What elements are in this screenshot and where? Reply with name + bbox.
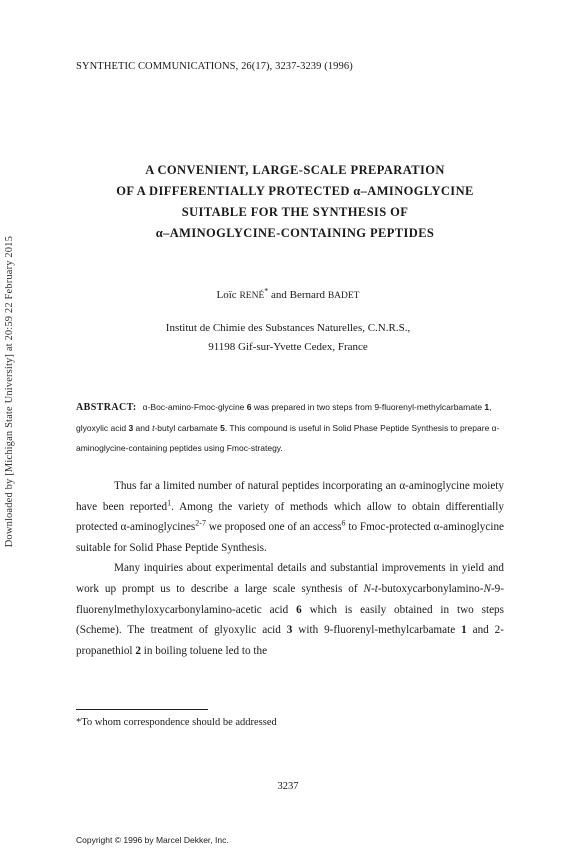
paragraph-text: which is easily obtained in two steps (Scheme). The treatment of glyoxylic acid <box>76 603 505 637</box>
compound-ref: 1 <box>484 402 490 412</box>
paragraph-text: butoxycarbonylamino- <box>381 582 484 595</box>
body-text <box>76 476 504 661</box>
abstract-italic: t <box>152 423 155 433</box>
compound-ref: 3 <box>286 624 293 637</box>
affiliation-line-2: 91198 Gif-sur-Yvette Cedex, France <box>208 341 368 353</box>
page-number: 3237 <box>277 781 299 792</box>
author-2-last-name: BADET <box>327 291 360 301</box>
paragraph-text: and 2-propanethiol <box>76 624 504 657</box>
article-title <box>60 160 530 244</box>
author-list <box>0 286 576 301</box>
author-1-last-name: RENÉ <box>239 291 265 301</box>
paragraph-text: we proposed one of an access <box>205 521 342 534</box>
paragraph-text: with 9-fluorenyl-methylcarbamate <box>292 624 462 637</box>
journal-citation: SYNTHETIC COMMUNICATIONS, 26(17), 3237-3239 (1996) <box>76 61 353 72</box>
paragraph-text: in boiling toluene led to the <box>140 644 268 657</box>
title-line-1: A CONVENIENT, LARGE-SCALE PREPARATION <box>145 163 445 177</box>
paragraph-italic: N <box>483 582 491 595</box>
abstract-text: , glyoxylic acid <box>76 402 492 433</box>
compound-ref: 5 <box>220 423 225 433</box>
affiliation-line-1: Institut de Chimie des Substances Naturelles, C.N.R.S., <box>165 322 411 334</box>
author-connector: and Bernard <box>268 289 328 301</box>
compound-ref: 6 <box>246 402 252 412</box>
paragraph-text: . Among the variety of methods which allow to obtain differentially protected α-aminoglycines <box>76 500 504 534</box>
paragraph-text: to Fmoc-protected α-aminoglycine suitable for Solid Phase Peptide Synthesis. <box>76 521 504 554</box>
abstract <box>76 397 504 458</box>
abstract-text: -butyl carbamate <box>154 423 221 433</box>
compound-ref: 3 <box>128 423 134 433</box>
abstract-text: was prepared in two steps from 9-fluorenyl-methylcarbamate <box>251 402 485 412</box>
author-1-first-name: Loïc <box>216 289 240 301</box>
copyright-notice: Copyright © 1996 by Marcel Dekker, Inc. <box>76 835 229 845</box>
paragraph-italic: N-t- <box>363 582 382 595</box>
compound-ref: 6 <box>296 603 302 616</box>
paragraph-2 <box>76 558 504 661</box>
paragraph-text: -9-fluorenylmethyloxycarbonylamino-acetic acid <box>76 582 504 616</box>
download-watermark: Downloaded by [Michigan State University] at 20:59 22 February 2015 <box>4 236 15 548</box>
compound-ref: 2 <box>135 644 141 657</box>
footnote: *To whom correspondence should be addressed <box>76 717 277 728</box>
compound-ref: 1 <box>461 624 467 637</box>
paragraph-text: Thus far a limited number of natural peptides incorporating an α-aminoglycine moiety have been reported <box>76 480 504 513</box>
citation-ref: 2-7 <box>195 518 206 528</box>
footnote-divider <box>76 709 208 710</box>
title-line-3: SUITABLE FOR THE SYNTHESIS OF <box>181 205 409 219</box>
abstract-text: and <box>133 423 153 433</box>
citation-ref: 6 <box>341 518 346 528</box>
citation-ref: 1 <box>167 497 172 507</box>
title-line-2: OF A DIFFERENTIALLY PROTECTED α–AMINOGLYCINE <box>116 184 474 198</box>
paragraph-text: Many inquiries about experimental details and substantial improvements in yield and work up prompt us to describe a large scale synthesis of <box>76 562 504 595</box>
abstract-label: ABSTRACT: <box>76 402 137 413</box>
abstract-text: . This compound is useful in Solid Phase Peptide Synthesis to prepare α-aminoglycine-containing peptides using Fmoc-strategy. <box>76 423 500 453</box>
title-line-4: α–AMINOGLYCINE-CONTAINING PEPTIDES <box>155 226 435 240</box>
abstract-text: α-Boc-amino-Fmoc-glycine <box>142 402 247 412</box>
paragraph-1 <box>76 476 504 558</box>
corresponding-author-mark: * <box>264 286 269 296</box>
affiliation <box>0 319 576 357</box>
